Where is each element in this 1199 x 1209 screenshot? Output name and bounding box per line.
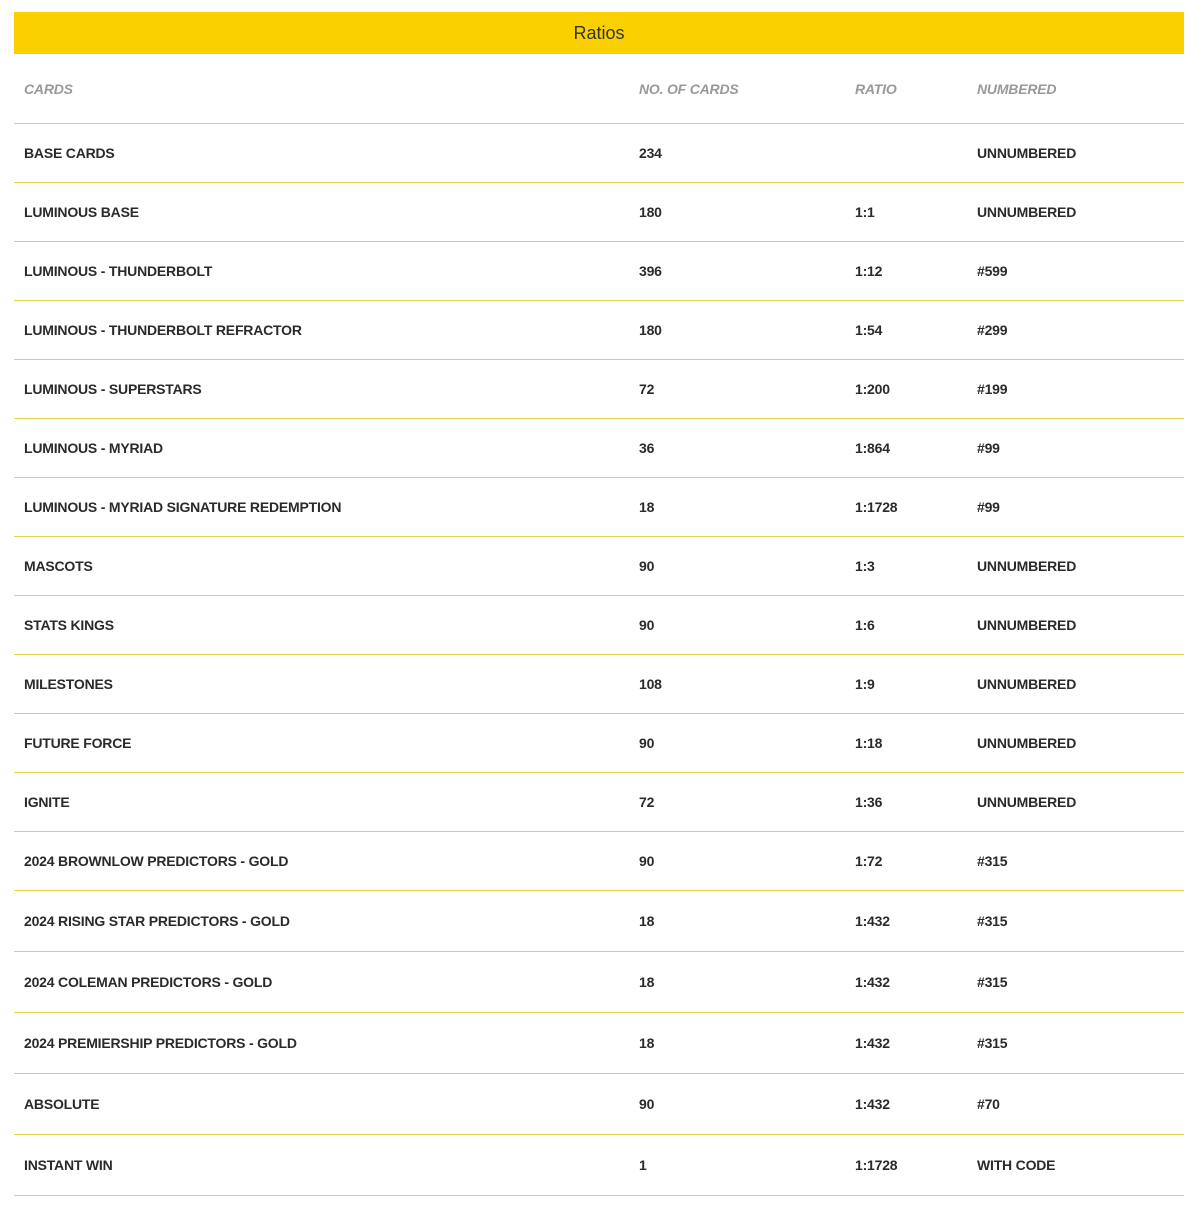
cell-card-count: 90	[629, 714, 845, 773]
cell-numbered: #315	[967, 832, 1184, 891]
table-row	[14, 360, 1184, 419]
column-header-ratio: RATIO	[845, 54, 967, 124]
cell-ratio: 1:18	[845, 714, 967, 773]
cell-numbered: UNNUMBERED	[967, 773, 1184, 832]
cell-card-name: IGNITE	[14, 773, 629, 832]
cell-numbered: UNNUMBERED	[967, 537, 1184, 596]
cell-card-name: 2024 RISING STAR PREDICTORS - GOLD	[14, 891, 629, 952]
cell-ratio: 1:72	[845, 832, 967, 891]
cell-card-count: 90	[629, 832, 845, 891]
table-body	[14, 124, 1184, 1196]
cell-card-name: STATS KINGS	[14, 596, 629, 655]
cell-card-name: LUMINOUS - SUPERSTARS	[14, 360, 629, 419]
table-row	[14, 1074, 1184, 1135]
cell-card-name: 2024 PREMIERSHIP PREDICTORS - GOLD	[14, 1013, 629, 1074]
cell-card-count: 108	[629, 655, 845, 714]
cell-ratio: 1:1	[845, 183, 967, 242]
cell-ratio: 1:54	[845, 301, 967, 360]
cell-ratio	[845, 124, 967, 183]
cell-card-count: 18	[629, 478, 845, 537]
cell-numbered: #315	[967, 952, 1184, 1013]
cell-numbered: WITH CODE	[967, 1135, 1184, 1196]
cell-card-count: 90	[629, 537, 845, 596]
column-header-no-of-cards: NO. OF CARDS	[629, 54, 845, 124]
cell-numbered: #99	[967, 478, 1184, 537]
cell-ratio: 1:864	[845, 419, 967, 478]
cell-card-count: 18	[629, 1013, 845, 1074]
cell-card-name: INSTANT WIN	[14, 1135, 629, 1196]
ratios-table	[14, 54, 1184, 1196]
cell-ratio: 1:36	[845, 773, 967, 832]
cell-card-name: 2024 BROWNLOW PREDICTORS - GOLD	[14, 832, 629, 891]
table-row	[14, 183, 1184, 242]
table-row	[14, 714, 1184, 773]
cell-ratio: 1:9	[845, 655, 967, 714]
cell-card-name: LUMINOUS - THUNDERBOLT REFRACTOR	[14, 301, 629, 360]
cell-card-count: 90	[629, 596, 845, 655]
table-row	[14, 301, 1184, 360]
table-row	[14, 1013, 1184, 1074]
table-row	[14, 1135, 1184, 1196]
table-row	[14, 773, 1184, 832]
cell-card-name: BASE CARDS	[14, 124, 629, 183]
cell-card-name: LUMINOUS - MYRIAD SIGNATURE REDEMPTION	[14, 478, 629, 537]
cell-numbered: #70	[967, 1074, 1184, 1135]
cell-card-name: LUMINOUS - MYRIAD	[14, 419, 629, 478]
cell-numbered: UNNUMBERED	[967, 714, 1184, 773]
cell-card-count: 18	[629, 952, 845, 1013]
cell-ratio: 1:432	[845, 952, 967, 1013]
column-header-numbered: NUMBERED	[967, 54, 1184, 124]
cell-numbered: UNNUMBERED	[967, 124, 1184, 183]
cell-ratio: 1:12	[845, 242, 967, 301]
cell-card-count: 36	[629, 419, 845, 478]
cell-card-count: 234	[629, 124, 845, 183]
column-header-cards: CARDS	[14, 54, 629, 124]
table-row	[14, 124, 1184, 183]
cell-numbered: #315	[967, 891, 1184, 952]
cell-numbered: #199	[967, 360, 1184, 419]
cell-card-name: MASCOTS	[14, 537, 629, 596]
cell-numbered: UNNUMBERED	[967, 655, 1184, 714]
cell-card-name: LUMINOUS BASE	[14, 183, 629, 242]
cell-card-name: FUTURE FORCE	[14, 714, 629, 773]
cell-ratio: 1:3	[845, 537, 967, 596]
cell-card-count: 396	[629, 242, 845, 301]
table-title: Ratios	[14, 12, 1184, 54]
cell-card-name: LUMINOUS - THUNDERBOLT	[14, 242, 629, 301]
header-row	[14, 54, 1184, 124]
cell-ratio: 1:6	[845, 596, 967, 655]
cell-card-name: ABSOLUTE	[14, 1074, 629, 1135]
table-row	[14, 596, 1184, 655]
cell-ratio: 1:1728	[845, 1135, 967, 1196]
table-row	[14, 655, 1184, 714]
ratios-table-container	[14, 12, 1184, 1196]
cell-card-name: 2024 COLEMAN PREDICTORS - GOLD	[14, 952, 629, 1013]
cell-ratio: 1:1728	[845, 478, 967, 537]
cell-numbered: #315	[967, 1013, 1184, 1074]
table-header	[14, 54, 1184, 124]
cell-ratio: 1:200	[845, 360, 967, 419]
table-row	[14, 891, 1184, 952]
cell-card-count: 1	[629, 1135, 845, 1196]
cell-card-count: 18	[629, 891, 845, 952]
table-row	[14, 419, 1184, 478]
cell-card-count: 90	[629, 1074, 845, 1135]
cell-card-count: 180	[629, 183, 845, 242]
table-row	[14, 832, 1184, 891]
cell-card-name: MILESTONES	[14, 655, 629, 714]
cell-numbered: #299	[967, 301, 1184, 360]
table-row	[14, 537, 1184, 596]
cell-card-count: 72	[629, 360, 845, 419]
table-row	[14, 952, 1184, 1013]
cell-ratio: 1:432	[845, 891, 967, 952]
cell-card-count: 72	[629, 773, 845, 832]
cell-numbered: #599	[967, 242, 1184, 301]
table-row	[14, 478, 1184, 537]
cell-numbered: UNNUMBERED	[967, 183, 1184, 242]
cell-card-count: 180	[629, 301, 845, 360]
cell-ratio: 1:432	[845, 1074, 967, 1135]
table-row	[14, 242, 1184, 301]
cell-numbered: UNNUMBERED	[967, 596, 1184, 655]
cell-numbered: #99	[967, 419, 1184, 478]
cell-ratio: 1:432	[845, 1013, 967, 1074]
